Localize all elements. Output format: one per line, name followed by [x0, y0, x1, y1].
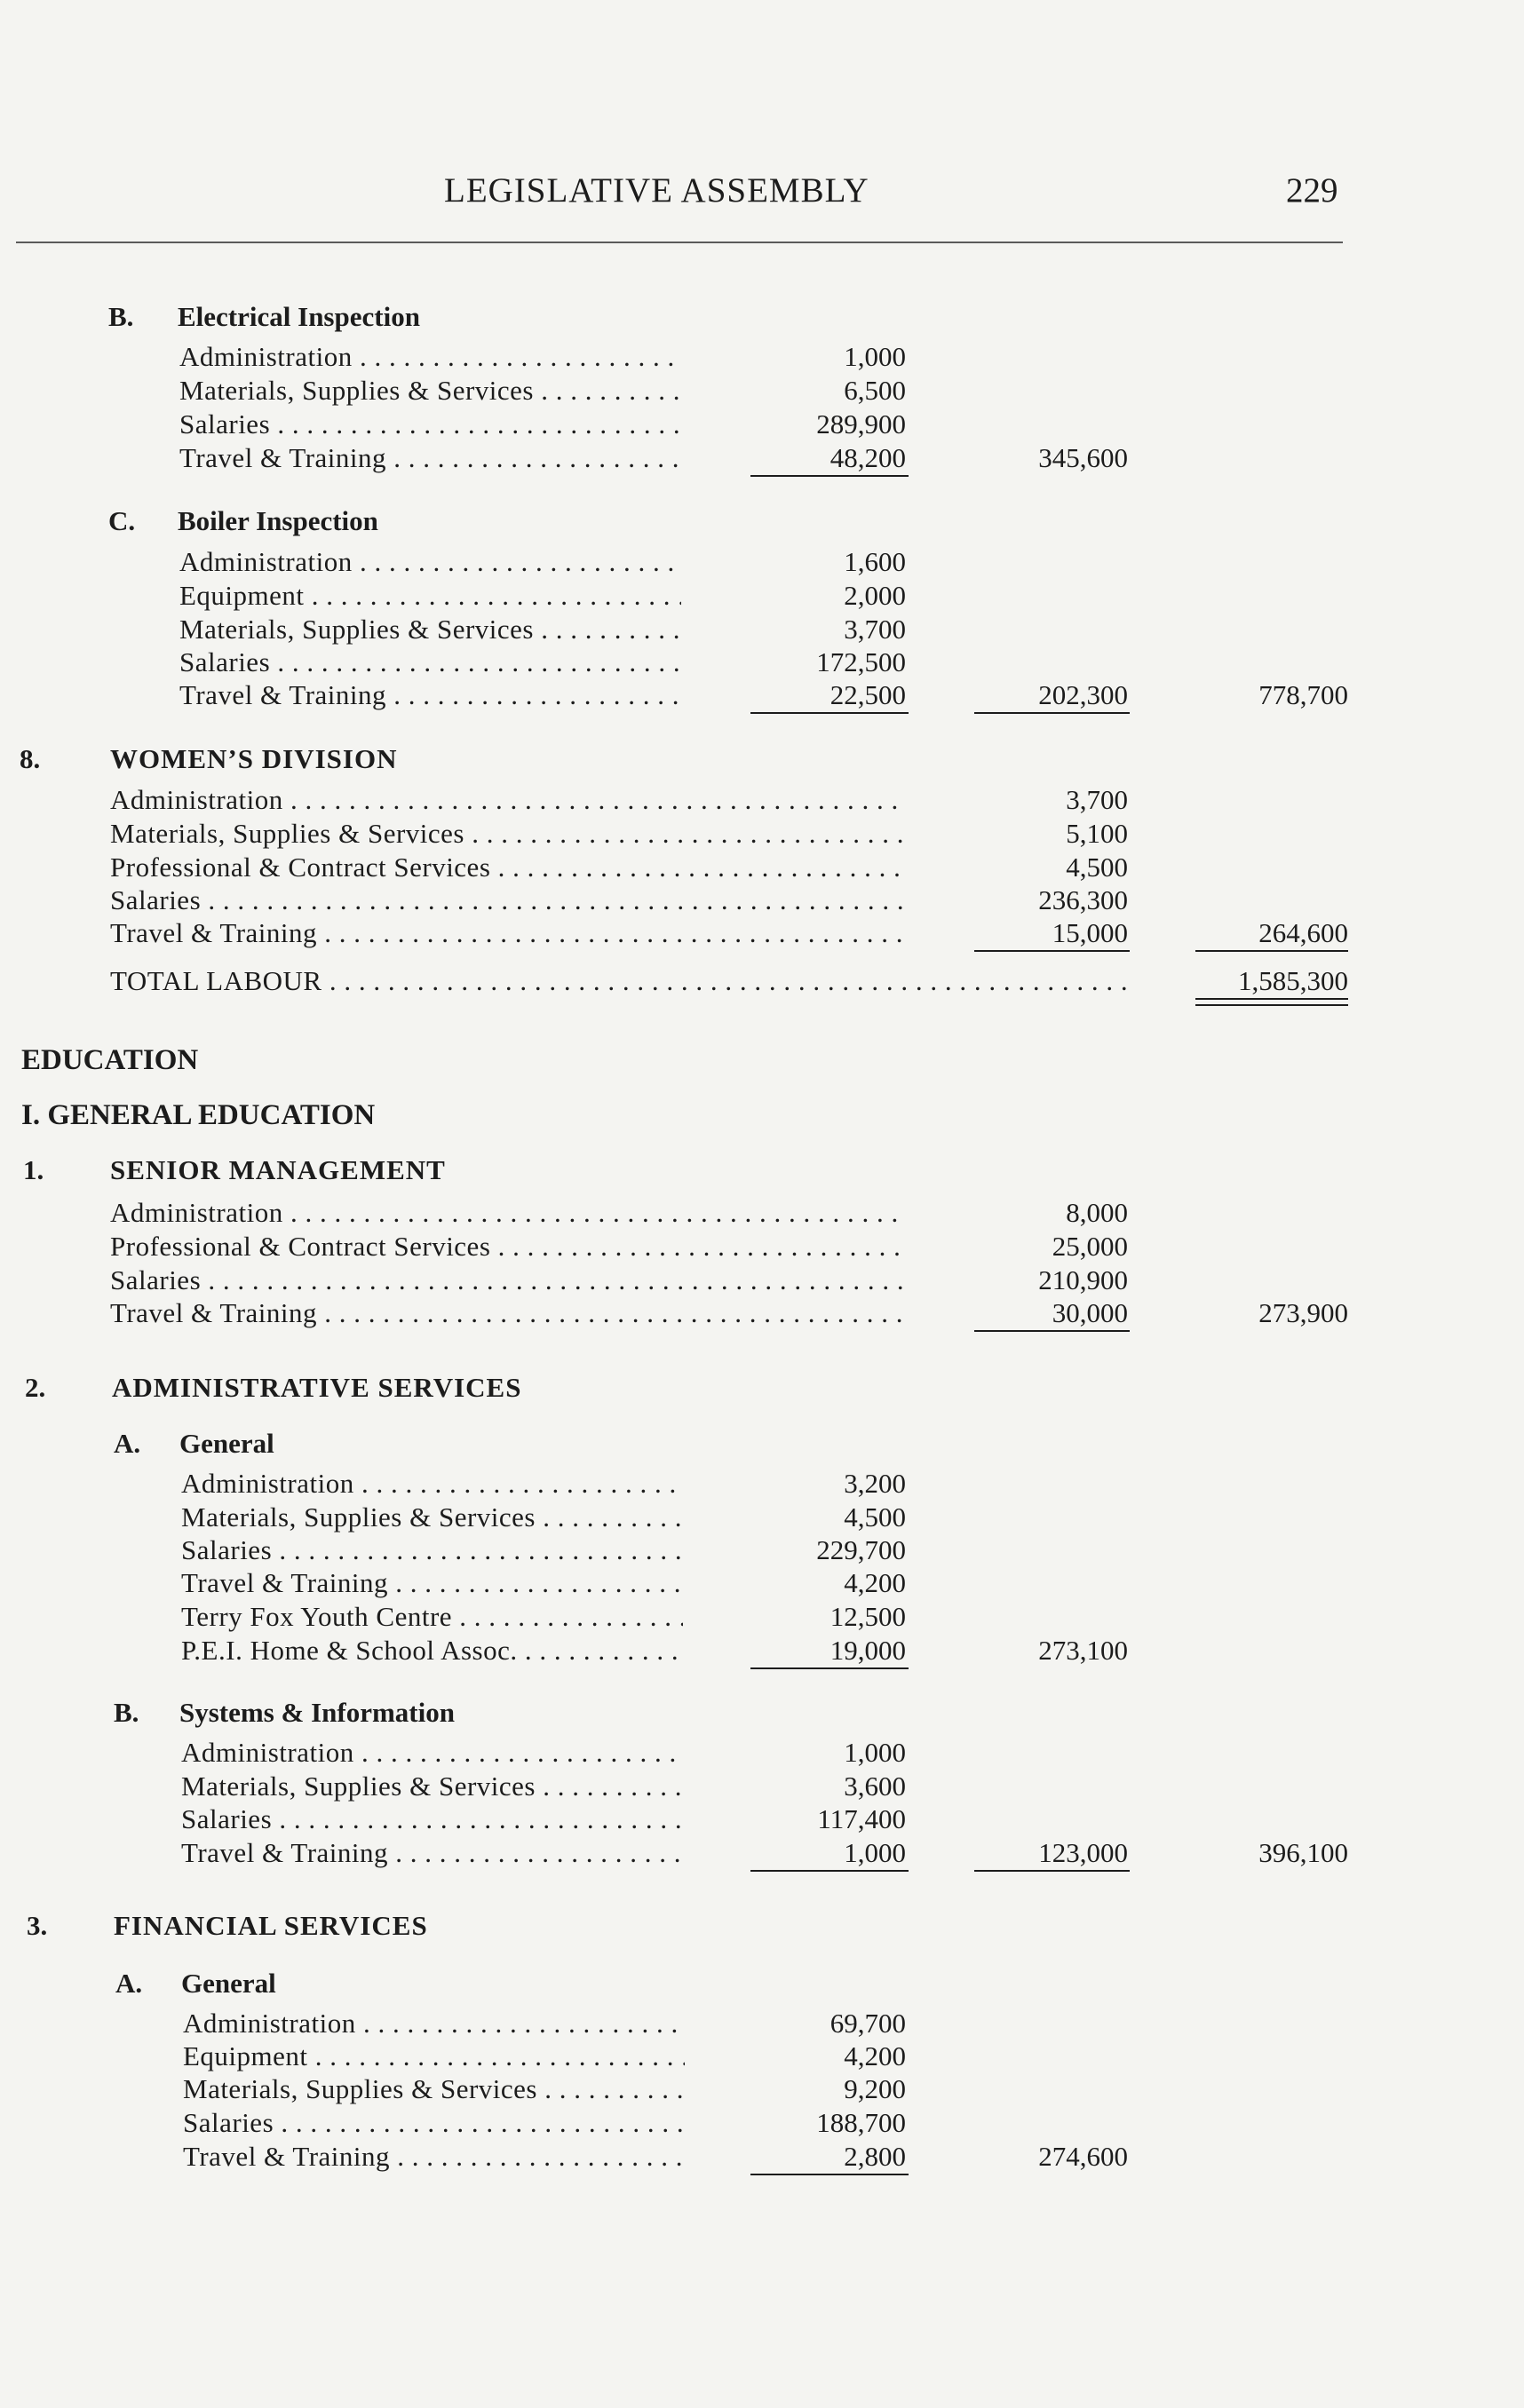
page-header-title: LEGISLATIVE ASSEMBLY	[444, 171, 869, 210]
line-item-amount: 4,200	[844, 1567, 906, 1598]
section-number: 1.	[23, 1154, 44, 1185]
subsection-letter: B.	[114, 1697, 139, 1728]
line-item-amount: 48,200	[829, 442, 906, 473]
section-total-amount: 273,900	[1258, 1297, 1348, 1328]
line-item-amount: 236,300	[1038, 884, 1128, 915]
line-item-label: Administration . . .	[110, 783, 905, 817]
line-item-amount: 4,200	[844, 2040, 906, 2071]
section-total-amount: 396,100	[1258, 1837, 1348, 1868]
subsection-letter: C.	[108, 505, 136, 536]
subtotal-amount: 123,000	[1038, 1837, 1128, 1868]
section-number: 3.	[27, 1910, 48, 1941]
page-number: 229	[1286, 171, 1338, 210]
line-item-amount: 117,400	[817, 1803, 906, 1834]
line-item-label: Salaries . . .	[179, 646, 681, 679]
subtotal-rule	[750, 1870, 909, 1872]
subtotal-rule	[750, 1667, 909, 1669]
line-item-label: Materials, Supplies & Services . . .	[181, 1501, 683, 1534]
line-item-label: Travel & Training . . .	[181, 1566, 683, 1600]
subtotal-rule	[750, 712, 909, 714]
line-item-amount: 2,800	[844, 2141, 906, 2172]
section-title: ADMINISTRATIVE SERVICES	[112, 1372, 522, 1403]
subsection-title: Systems & Information	[179, 1697, 455, 1728]
line-item-label: Administration . . .	[181, 1736, 683, 1770]
subtotal-amount: 202,300	[1038, 679, 1128, 710]
line-item-amount: 229,700	[816, 1534, 906, 1565]
total-rule	[1195, 950, 1348, 952]
line-item-label: Salaries . . .	[110, 1263, 905, 1297]
line-item-label: Administration . . .	[110, 1196, 905, 1230]
division-heading: I. GENERAL EDUCATION	[21, 1099, 376, 1131]
line-item-amount: 1,600	[844, 546, 906, 577]
section-total-amount: 778,700	[1258, 679, 1348, 710]
department-heading: EDUCATION	[21, 1044, 199, 1076]
line-item-amount: 25,000	[1052, 1231, 1128, 1262]
line-item-amount: 1,000	[844, 341, 906, 372]
line-item-label: Travel & Training . . .	[181, 1836, 683, 1870]
line-item-label: Administration . . .	[183, 2007, 685, 2040]
total-rule	[974, 712, 1130, 714]
line-item-label: Materials, Supplies & Services . . .	[179, 374, 681, 408]
line-item-label: Salaries . . .	[181, 1802, 683, 1836]
subtotal-amount: 345,600	[1038, 442, 1128, 473]
line-item-amount: 3,600	[844, 1770, 906, 1802]
grand-total-rule-lower	[1195, 1004, 1348, 1006]
line-item-label: Travel & Training . . .	[110, 1296, 905, 1330]
section-number: 2.	[25, 1372, 46, 1403]
grand-total-label: TOTAL LABOUR . . .	[110, 964, 1128, 998]
line-item-amount: 1,000	[844, 1837, 906, 1868]
subtotal-rule	[974, 950, 1130, 952]
subsection-letter: A.	[115, 1968, 143, 1999]
line-item-amount: 3,700	[1066, 784, 1128, 815]
grand-total-rule-upper	[1195, 998, 1348, 1000]
line-item-amount: 9,200	[844, 2073, 906, 2104]
line-item-label: Materials, Supplies & Services . . .	[179, 613, 681, 646]
line-item-amount: 8,000	[1066, 1197, 1128, 1228]
line-item-amount: 19,000	[829, 1635, 906, 1666]
section-number: 8.	[20, 743, 41, 774]
line-item-label: Administration . . .	[179, 340, 681, 374]
line-item-label: Salaries . . .	[181, 1533, 683, 1567]
line-item-label: Administration . . .	[181, 1467, 683, 1501]
subtotal-rule	[750, 2174, 909, 2175]
subsection-letter: B.	[108, 301, 134, 332]
line-item-amount: 289,900	[816, 408, 906, 440]
line-item-label: Administration . . .	[179, 545, 681, 579]
line-item-amount: 3,200	[844, 1468, 906, 1499]
header-rule	[16, 242, 1343, 243]
line-item-label: Materials, Supplies & Services . . .	[181, 1770, 683, 1803]
section-title: SENIOR MANAGEMENT	[110, 1154, 446, 1185]
line-item-amount: 15,000	[1052, 917, 1128, 948]
grand-total-amount: 1,585,300	[1238, 965, 1348, 996]
line-item-amount: 1,000	[844, 1737, 906, 1768]
line-item-label: Materials, Supplies & Services . . .	[110, 817, 905, 851]
line-item-label: Travel & Training . . .	[110, 916, 905, 950]
line-item-label: Salaries . . .	[183, 2106, 685, 2140]
line-item-amount: 6,500	[844, 375, 906, 406]
line-item-label: P.E.I. Home & School Assoc. . . .	[181, 1634, 683, 1667]
line-item-label: Travel & Training . . .	[179, 441, 681, 475]
subtotal-amount: 273,100	[1038, 1635, 1128, 1666]
section-total-amount: 264,600	[1258, 917, 1348, 948]
section-title: FINANCIAL SERVICES	[114, 1910, 428, 1941]
total-rule	[974, 1870, 1130, 1872]
line-item-amount: 3,700	[844, 614, 906, 645]
subtotal-amount: 274,600	[1038, 2141, 1128, 2172]
line-item-amount: 69,700	[829, 2008, 906, 2039]
subsection-letter: A.	[114, 1428, 141, 1459]
subsection-title: Electrical Inspection	[178, 301, 420, 332]
subtotal-rule	[974, 1330, 1130, 1332]
subsection-title: General	[181, 1968, 276, 1999]
line-item-label: Salaries . . .	[179, 408, 681, 441]
line-item-amount: 210,900	[1038, 1264, 1128, 1295]
line-item-label: Professional & Contract Services . . .	[110, 1230, 905, 1263]
line-item-label: Travel & Training . . .	[183, 2140, 685, 2174]
line-item-label: Travel & Training . . .	[179, 678, 681, 712]
line-item-label: Materials, Supplies & Services . . .	[183, 2072, 685, 2106]
subsection-title: Boiler Inspection	[178, 505, 378, 536]
line-item-amount: 5,100	[1066, 818, 1128, 849]
line-item-amount: 172,500	[816, 646, 906, 677]
subsection-title: General	[179, 1428, 274, 1459]
line-item-label: Equipment . . .	[183, 2040, 685, 2073]
line-item-label: Professional & Contract Services . . .	[110, 851, 905, 884]
section-title: WOMEN’S DIVISION	[110, 743, 398, 774]
line-item-amount: 22,500	[829, 679, 906, 710]
subtotal-rule	[750, 475, 909, 477]
line-item-amount: 188,700	[816, 2107, 906, 2138]
line-item-amount: 4,500	[844, 1501, 906, 1533]
line-item-label: Equipment . . .	[179, 579, 681, 613]
line-item-amount: 12,500	[829, 1601, 906, 1632]
line-item-label: Terry Fox Youth Centre . . .	[181, 1600, 683, 1634]
line-item-label: Salaries . . .	[110, 883, 905, 917]
line-item-amount: 30,000	[1052, 1297, 1128, 1328]
line-item-amount: 4,500	[1066, 852, 1128, 883]
line-item-amount: 2,000	[844, 580, 906, 611]
